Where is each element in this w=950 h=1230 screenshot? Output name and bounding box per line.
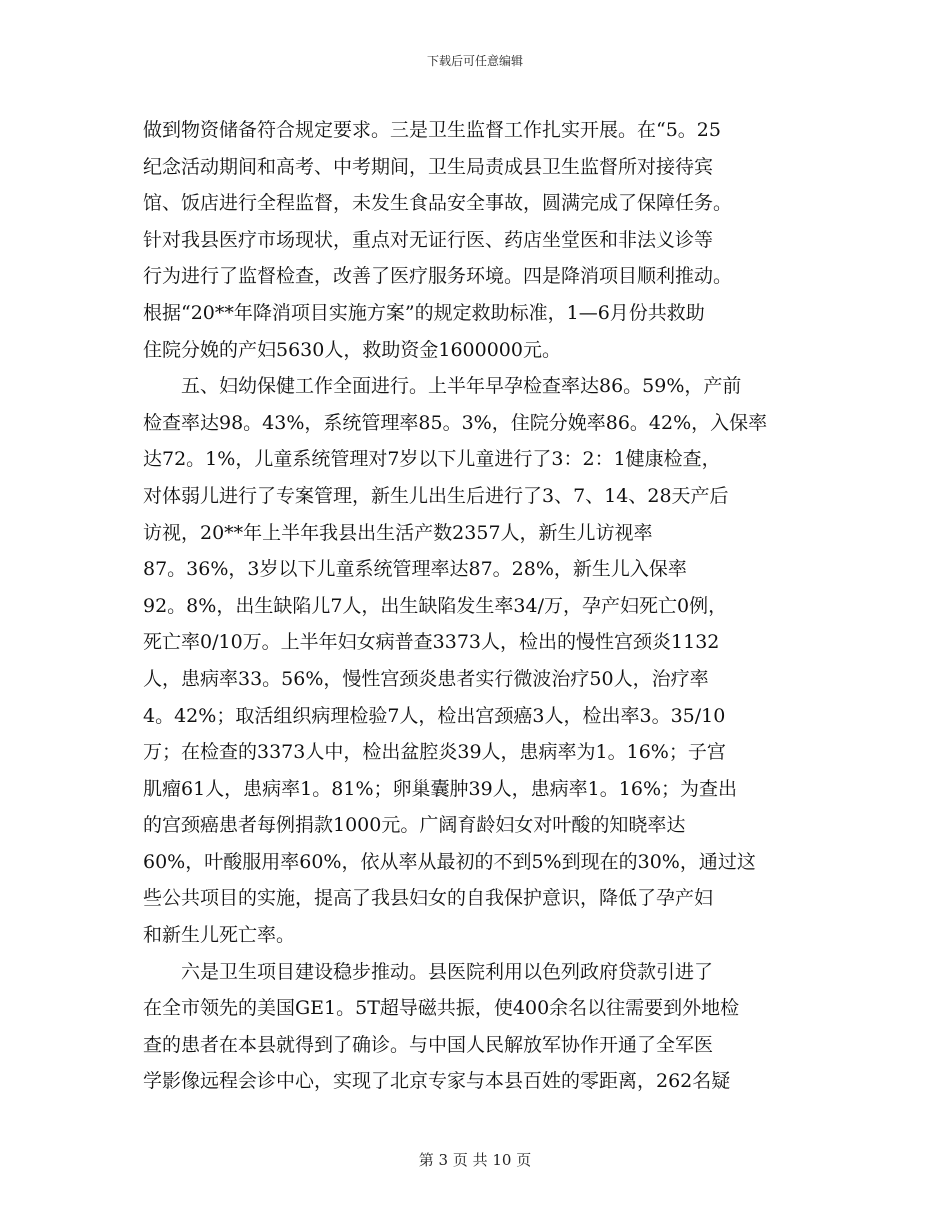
text-line: 的宫颈癌患者每例捐款1000元。广阔育龄妇女对叶酸的知晓率达 <box>143 814 686 837</box>
text-line: 在全市领先的美国GE1。5T超导磁共振，使400余名以往需要到外地检 <box>143 997 740 1020</box>
text-line: 根据“20**年降消项目实施方案”的规定救助标准，1—6月份共救助 <box>143 301 705 324</box>
text-line: 住院分娩的产妇5630人，救助资金1600000元。 <box>143 338 561 361</box>
text-line: 和新生儿死亡率。 <box>143 924 296 947</box>
text-line: 纪念活动期间和高考、中考期间，卫生局责成县卫生监督所对接待宾 <box>143 155 714 178</box>
page-header-note: 下载后可任意编辑 <box>426 54 523 68</box>
text-line: 做到物资储备符合规定要求。三是卫生监督工作扎实开展。在“5。25 <box>143 119 721 141</box>
text-line: 访视，20**年上半年我县出生活产数2357人，新生儿访视率 <box>143 521 653 544</box>
text-line: 学影像远程会诊中心，实现了北京专家与本县百姓的零距离，262名疑 <box>143 1070 731 1093</box>
text-line: 针对我县医疗市场现状，重点对无证行医、药店坐堂医和非法义诊等 <box>143 228 714 251</box>
text-line: 肌瘤61人，患病率1。81%；卵巢囊肿39人，患病率1。16%；为查出 <box>143 777 737 800</box>
text-line: 60%，叶酸服用率60%，依从率从最初的不到5%到现在的30%，通过这 <box>143 850 756 873</box>
text-line: 人，患病率33。56%，慢性宫颈炎患者实行微波治疗50人，治疗率 <box>143 667 709 690</box>
text-line: 4。42%；取活组织病理检验7人，检出宫颈癌3人，检出率3。35/10 <box>143 704 726 727</box>
text-line: 些公共项目的实施，提高了我县妇女的自我保护意识，降低了孕产妇 <box>143 887 714 910</box>
text-line: 馆、饭店进行全程监督，未发生食品安全事故，圆满完成了保障任务。 <box>143 192 733 215</box>
text-line: 死亡率0/10万。上半年妇女病普查3373人，检出的慢性宫颈炎1132 <box>143 631 720 654</box>
text-line: 行为进行了监督检查，改善了医疗服务环境。四是降消项目顺利推动。 <box>143 265 733 288</box>
text-line: 87。36%，3岁以下儿童系统管理率达87。28%，新生儿入保率 <box>143 558 687 581</box>
text-line: 六是卫生项目建设稳步推动。县医院利用以色列政府贷款引进了 <box>143 960 714 983</box>
text-line: 达72。1%，儿童系统管理对7岁以下儿童进行了3：2：1健康检查， <box>143 448 721 471</box>
text-line: 查的患者在本县就得到了确诊。与中国人民解放军协作开通了全军医 <box>143 1033 714 1056</box>
text-line: 万；在检查的3373人中，检出盆腔炎39人，患病率为1。16%；子宫 <box>143 741 726 764</box>
text-line: 五、妇幼保健工作全面进行。上半年早孕检查率达86。59%，产前 <box>143 375 742 398</box>
text-line: 对体弱儿进行了专案管理，新生儿出生后进行了3、7、14、28天产后 <box>143 484 729 507</box>
page-number-footer: 第 3 页 共 10 页 <box>418 1151 532 1169</box>
document-body <box>143 112 808 1100</box>
text-line: 检查率达98。43%，系统管理率85。3%，住院分娩率86。42%，入保率 <box>143 411 768 434</box>
text-line: 92。8%，出生缺陷儿7人，出生缺陷发生率34/万，孕产妇死亡0例， <box>143 594 728 617</box>
